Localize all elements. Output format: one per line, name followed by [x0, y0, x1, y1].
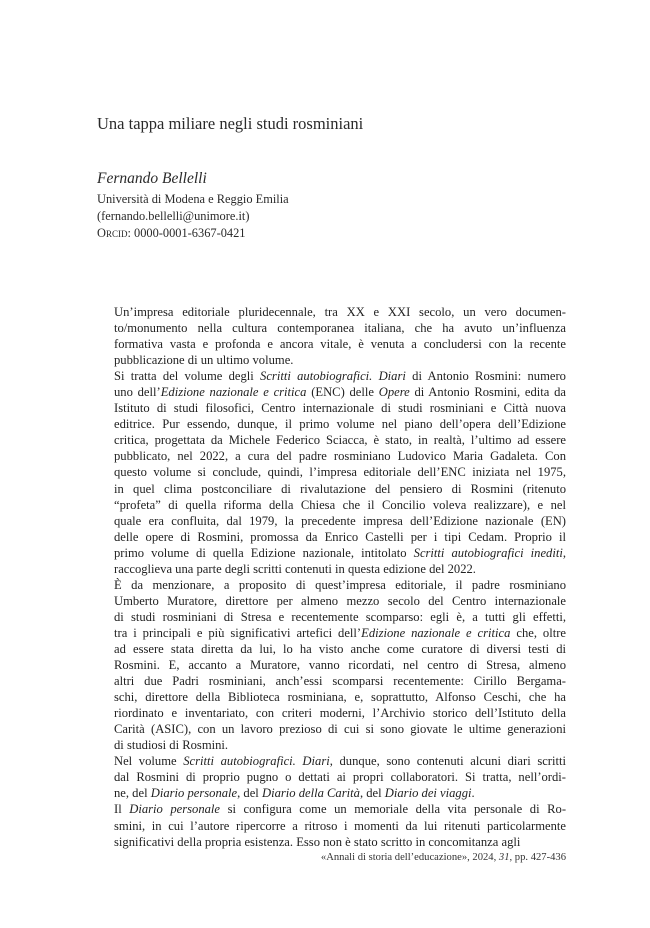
journal-pages: , pp. 427-436: [509, 852, 566, 863]
text-segment: ad essere stata diretta da lui, lo ha visto anche come curatore di diversi testi di: [114, 641, 566, 656]
text-line: [97, 737, 566, 753]
text-line: [97, 529, 566, 545]
text-segment: formativa vasta e profonda e ancora vitale, è venuta a concludersi con la recente: [114, 337, 566, 352]
text-line: [97, 673, 566, 689]
italic-title: Diario personale: [129, 802, 221, 817]
text-line: [97, 336, 566, 352]
text-segment: uno dell’: [114, 385, 161, 400]
text-segment: in quel clima postconciliare di rivalutazione del pensiero di Rosmini (ritenuto: [114, 481, 566, 496]
text-segment: pubblicato, nel 2022, a cura del padre rosminiano Ludovico Maria Gadaleta. Con: [114, 449, 566, 464]
text-line: [97, 753, 566, 769]
text-segment: Nel volume: [114, 754, 184, 769]
italic-title: Scritti autobiografici inediti: [413, 545, 563, 560]
text-line: [97, 818, 566, 834]
article-body: [97, 304, 566, 850]
text-segment: dal Rosmini di proprio pugno o dettati ai propri collaboratori. Si tratta, nell’ordi-: [114, 770, 566, 785]
italic-title: Diario della Carità: [261, 786, 360, 801]
text-line: [97, 657, 566, 673]
text-line: [97, 609, 566, 625]
text-segment: smini, in cui l’autore ripercorre a ritroso i momenti da lui ritenuti particolarmente: [114, 818, 566, 833]
text-line: [97, 641, 566, 657]
text-line: [97, 785, 566, 801]
italic-title: Diario personale: [150, 786, 238, 801]
text-segment: di studi rosminiani di Stresa e recentemente scomparso: egli è, a tutti gli effetti,: [114, 609, 566, 624]
text-segment: questo volume si conclude, quindi, l’impresa editoriale dell’ENC iniziata nel 1975,: [114, 465, 566, 480]
text-line: [97, 689, 566, 705]
text-segment: to/monumento nella cultura contemporanea italiana, che ha avuto un’influenza: [114, 321, 566, 336]
text-segment: Un’impresa editoriale pluridecennale, tra XX e XXI secolo, un vero documen-: [114, 305, 566, 319]
text-line: [97, 432, 566, 448]
italic-title: Edizione nazionale e critica: [361, 625, 511, 640]
text-line: [97, 513, 566, 529]
text-segment: Il: [114, 802, 130, 817]
orcid-value: : 0000-0001-6367-0421: [127, 226, 246, 240]
text-segment: , dunque, sono contenuti alcuni diari scritti: [329, 754, 566, 769]
text-segment: quale era confluita, dal 1979, la precedente impresa dell’Edizione nazionale (EN): [114, 513, 566, 528]
author-email: (fernando.bellelli@unimore.it): [97, 209, 250, 223]
text-line: [97, 801, 566, 817]
text-segment: Umberto Muratore, direttore per almeno mezzo secolo del Centro internazionale: [114, 593, 566, 608]
text-line: [97, 593, 566, 609]
body-paragraph: [97, 753, 566, 801]
text-segment: tra i principali e più significativi artefici dell’: [114, 625, 362, 640]
text-segment: che, oltre: [510, 625, 566, 640]
text-segment: significativi della propria esistenza. Esso non è stato scritto in concomitanza agli: [114, 834, 521, 849]
body-paragraph: [97, 304, 566, 368]
italic-title: Scritti autobiografici. Diari: [260, 369, 406, 384]
affiliation: Università di Modena e Reggio Emilia: [97, 192, 289, 206]
text-line: [97, 497, 566, 513]
text-line: [97, 352, 566, 368]
text-segment: “profeta” di quella riforma della Chiesa che il Concilio voleva realizzare), e nel: [114, 497, 566, 512]
text-segment: .: [471, 786, 475, 801]
text-segment: delle opere di Rosmini, promossa da Enrico Castelli per i tipi Cedam. Proprio il: [114, 529, 566, 544]
text-line: [97, 400, 566, 416]
journal-citation: «Annali di storia dell’educazione», 2024,: [320, 852, 499, 863]
article-title: Una tappa miliare negli studi rosminiani: [97, 114, 364, 133]
text-line: [97, 625, 566, 641]
text-line: [97, 545, 566, 561]
text-segment: ,: [562, 545, 566, 560]
text-line: [97, 304, 566, 320]
text-line: [97, 481, 566, 497]
text-segment: si configura come un memoriale della vita personale di Ro-: [220, 802, 567, 817]
text-line: [97, 448, 566, 464]
text-segment: Istituto di studi filosofici, Centro internazionale di studi rosminiani e Città nuova: [114, 401, 566, 416]
text-segment: di Antonio Rosmini, edita da: [409, 385, 566, 400]
text-segment: Rosmini. E, accanto a Muratore, vanno ricordati, nel centro di Stresa, almeno: [114, 658, 566, 673]
text-segment: È da menzionare, a proposito di quest’impresa editoriale, il padre rosminiano: [114, 577, 566, 592]
text-segment: primo volume di quella Edizione nazionale, intitolato: [114, 545, 414, 560]
text-line: [97, 561, 566, 577]
author-name: Fernando Bellelli: [97, 170, 207, 187]
text-line: [97, 384, 566, 400]
body-paragraph: [97, 368, 566, 577]
text-segment: , del: [359, 786, 385, 801]
text-line: [97, 368, 566, 384]
text-segment: schi, direttore della Biblioteca rosminiana, e, soprattutto, Alfonso Ceschi, che ha: [114, 690, 566, 705]
author-affiliation-block: [97, 191, 289, 242]
text-line: [97, 320, 566, 336]
text-line: [97, 834, 566, 850]
text-line: [97, 769, 566, 785]
orcid: [97, 225, 289, 242]
journal-citation-footer: [321, 852, 566, 863]
italic-title: Diario dei viaggi: [384, 786, 472, 801]
text-line: [97, 416, 566, 432]
text-segment: Carità (ASIC), con un lavoro prezioso di cui si sono giovate le ultime generazioni: [114, 722, 566, 737]
text-line: [97, 577, 566, 593]
italic-title: Edizione nazionale e critica: [160, 385, 307, 400]
journal-volume: 31: [498, 852, 510, 863]
text-segment: , del: [237, 786, 262, 801]
text-line: [97, 705, 566, 721]
text-segment: di studiosi di Rosmini.: [114, 738, 229, 753]
text-segment: Si tratta del volume degli: [114, 369, 261, 384]
italic-title: Opere: [378, 385, 410, 400]
text-segment: editrice. Pur essendo, dunque, il primo volume nel piano dell’opera dell’Edizione: [114, 417, 566, 432]
italic-title: Scritti autobiografici. Diari: [183, 754, 330, 769]
text-segment: raccoglieva una parte degli scritti contenuti in questa edizione del 2022.: [114, 561, 476, 576]
text-segment: ne, del: [114, 786, 151, 801]
text-segment: critica, progettata da Michele Federico Sciacca, è stato, in realtà, l’ultimo ad essere: [114, 433, 566, 448]
text-segment: di Antonio Rosmini: numero: [405, 369, 566, 384]
text-segment: pubblicazione di un ultimo volume.: [114, 353, 294, 368]
text-line: [97, 464, 566, 480]
orcid-label: Orcid: [97, 226, 128, 240]
text-segment: altri due Padri rosminiani, anch’essi scomparsi recentemente: Cirillo Bergama-: [114, 674, 566, 689]
text-segment: riordinato e inventariato, con criteri moderni, l’Archivio storico dell’Istituto della: [114, 706, 566, 721]
body-paragraph: [97, 577, 566, 754]
text-line: [97, 721, 566, 737]
body-paragraph: [97, 801, 566, 849]
text-segment: (ENC) delle: [306, 385, 379, 400]
